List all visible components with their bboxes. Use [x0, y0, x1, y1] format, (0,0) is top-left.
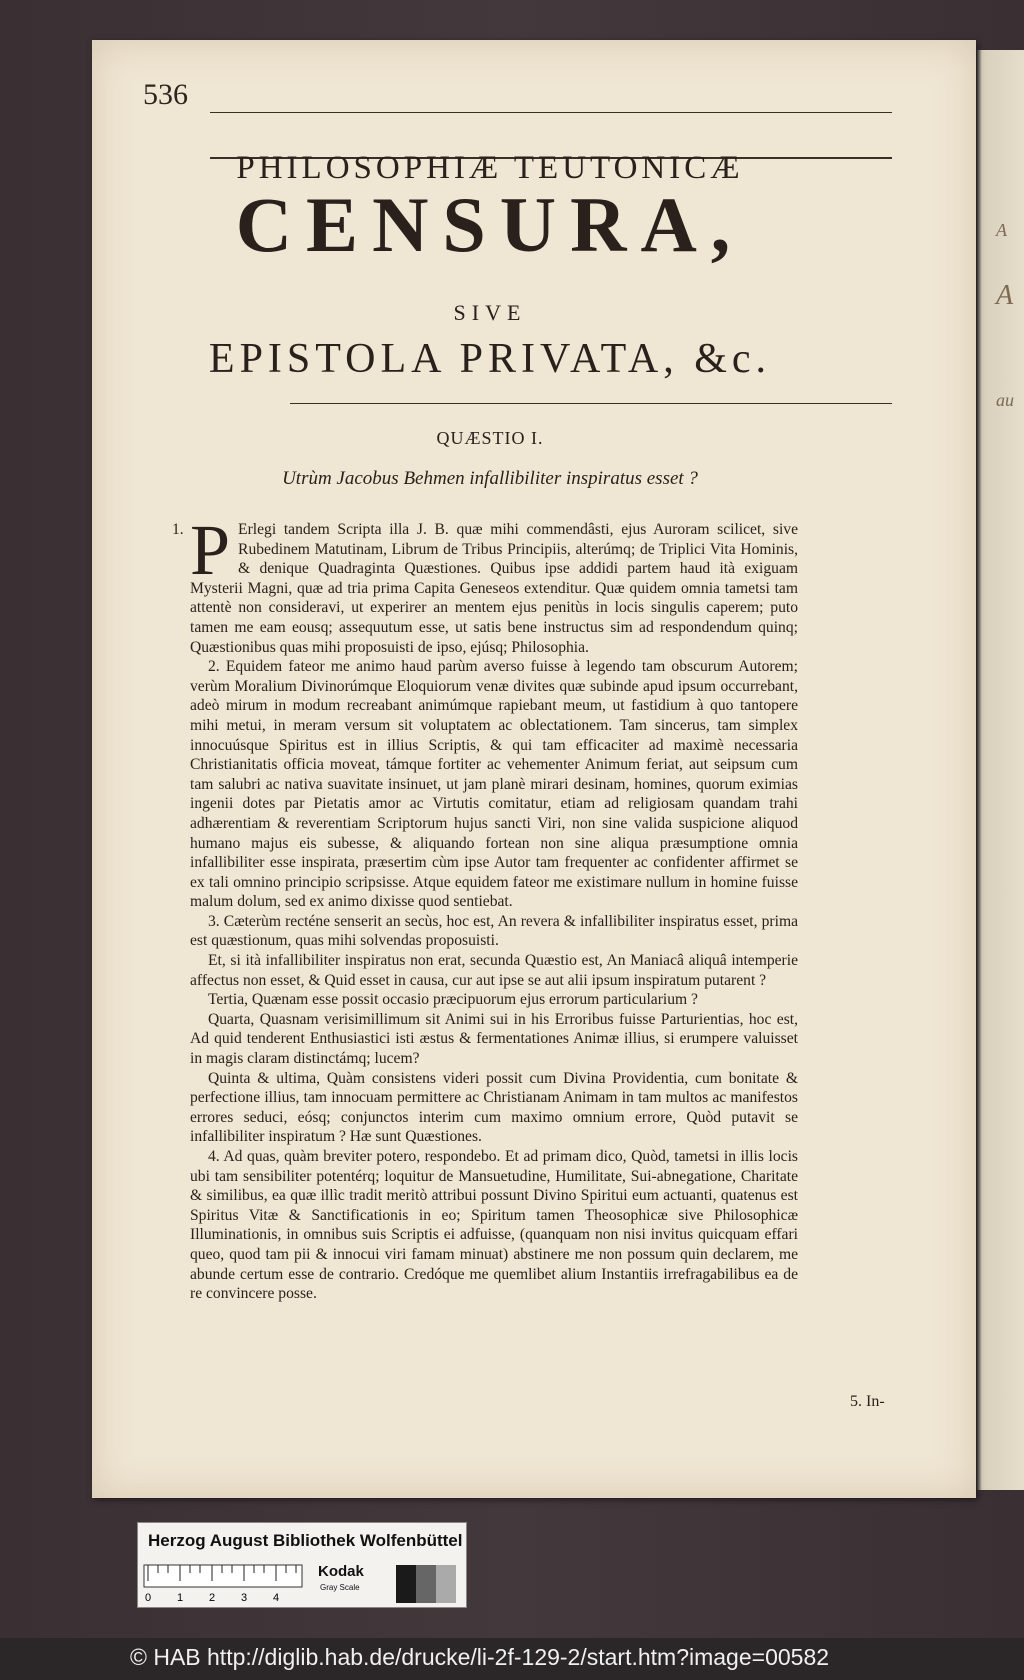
paragraph: 4. Ad quas, quàm breviter potero, respondebo. Et ad primam dico, Quòd, tametsi in illis locis ubi tam sensibiliter potentérq; loquitur de Mansuetudine, Humilitate, Sui-abnegatione, Charitate & similibus, ea quæ illìc tradit meritò attribui possunt Divino Spiritui eum actuanti, quatenus est Spiritus Vitæ & Sanctificationis in eo; Spiritum tamen Theosophicæ sive Philosophicæ Illuminationis, in omnibus suis Scriptis ei adfuisse, (quanquam non nisi invitus quicquam effari queo, quod tam pii & innocui viri famam minuat) abstinere me non possum quin declarem, me abunde certum esse de contrario. Credóque me quemlibet alium Instantiis irrefragabilibus ea de re convincere posse. [190, 1148, 798, 1303]
title-line-1: PHILOSOPHIÆ TEUTONICÆ [236, 150, 744, 186]
paragraph: Et, si ità infallibiliter inspiratus non erat, secunda Quæstio est, An Maniacâ aliquâ intemperie affectus non esset, & Quid esset in causa, cur aut ipse se aut alii ipsum inspiratum putarent ? [190, 952, 798, 989]
kodak-logo: Kodak [318, 1563, 364, 1580]
title-line-3: SIVE [453, 300, 527, 325]
gray-scale-label: Gray Scale [320, 1583, 360, 1592]
paragraph-text: Erlegi tandem Scripta illa J. B. quæ mihi commendâsti, ejus Auroram scilicet, sive Rubedinem Matutinam, Librum de Tribus Principiis, alterúmq; de Triplici Vita Hominis, & denique Quadraginta Quæstiones. Quibus ipse addidi partem haud ità exiguam Mysterii Magni, quæ ad tria prima Capita Geneseos extenditur. Quæ quidem omnia tametsi tam attentè non consideravi, ut experirer an mentem ejus penitùs in locis singulis caperem; puto tamen me eam eousq; assequutum esse, ut satis bene instructus sim ad respondendum quinq; Quæstionibus quas mihi proposuisti de ipso, ejúsq; Philosophia. [190, 521, 798, 656]
title-line-2: CENSURA, [235, 181, 745, 268]
scale-ruler [138, 1563, 308, 1605]
footer-bar [0, 1638, 1024, 1680]
question-heading: QUÆSTIO I. [436, 428, 544, 448]
page-number: 536 [143, 78, 188, 111]
question-subtitle: Utrùm Jacobus Behmen infallibiliter inspiratus esset ? [282, 468, 698, 489]
paragraph [172, 510, 798, 657]
title-line-4: EPISTOLA PRIVATA, &c. [208, 336, 772, 382]
adjacent-page-edge [976, 50, 1024, 1490]
ruler-label: 0 [145, 1592, 152, 1604]
gray-swatch-mid [416, 1565, 436, 1603]
paragraph: 3. Cæterùm recténe senserit an secùs, hoc est, An revera & infallibiliter inspiratus esset, prima est quæstionum, quas mihi solvendas proposuisti. [190, 912, 798, 950]
title-rule [290, 403, 892, 404]
copyright-url: © HAB http://diglib.hab.de/drucke/li-2f-129-2/start.htm?image=00582 [130, 1644, 830, 1670]
body-text [172, 510, 798, 1304]
side-letter: A [996, 280, 1014, 311]
ruler-label: 3 [241, 1592, 248, 1604]
gray-swatch-light [436, 1565, 456, 1603]
paragraph: Quarta, Quasnam verisimillimum sit Animi sui in his Erroribus fuisse Parturientias, hoc est, Ad quid tenderent Enthusiastici isti æstus & fermentationes Animæ illius, si erumpere valuisset in magis claram distinctámq; lucem? [190, 1010, 798, 1068]
drop-cap: P [190, 510, 231, 590]
side-letter: A [996, 220, 1007, 240]
ruler-label: 1 [177, 1592, 184, 1604]
ruler-label: 4 [273, 1592, 280, 1604]
side-letter: au [996, 390, 1014, 410]
paragraph: 2. Equidem fateor me animo haud parùm averso fuisse à legendo tam obscurum Autorem; verùm Moralium Divinorúmque Eloquiorum venæ divites quæ subinde apud ipsum occurrebant, adeò mirum in modum recreabant animúmque rapiebant meum, ut fastidium à quo tantopere mihi metui, in meram versum sit voluptatem ac oblectationem. Tam sincerus, tam simplex innocuúsque Spiritus est in illius Scriptis, & qui tam efficaciter ad maximè necessaria Christianitatis officia moveat, támque fortiter ac vehementer Animum feriat, aut seipsum cum tam salubri ac nativa suavitate insinuet, ut jam planè mirari desinam, homines, quorum eximias ingenii dotes par Pietatis amor ac Virtutis comitatur, etiam ad religiosam quandam trahi adhærentiam & reverentiam Scriptorum hujus sancti Viri, non sine valida suspicione aliquod humano majus eis subesse, & aliquando fortean non sine aliqua præsumptione omnia infallibiliter esse inspirata, præsertim cùm ipse Autor tam frequenter ac confidenter affirmet se ex tali omnino principio scripsisse. Atque equidem fateor me existimare nullum in homine fuisse malum dolum, sed ex animo dixisse quod sentiebat. [190, 658, 798, 911]
paragraph: Quinta & ultima, Quàm consistens videri possit cum Divina Providentia, cum bonitate & perfectione illius, tam innocuam permittere ac Christianam Animam in tam multos ac manifestos errores seduci, eósq; conjunctos interim cum maximo omnium errore, Quòd putavit se infallibiliter inspiratum ? Hæ sunt Quæstiones. [190, 1069, 798, 1146]
ruler-label: 2 [209, 1592, 216, 1604]
library-name: Herzog August Bibliothek Wolfenbüttel [148, 1531, 463, 1550]
paragraph-number: 1. [172, 521, 184, 538]
paragraph: Tertia, Quænam esse possit occasio præcipuorum ejus errorum particularium ? [208, 991, 698, 1009]
top-rule [210, 112, 892, 113]
catchword: 5. In- [850, 1393, 885, 1410]
gray-swatch-dark [396, 1565, 416, 1603]
library-color-bar [137, 1522, 467, 1608]
